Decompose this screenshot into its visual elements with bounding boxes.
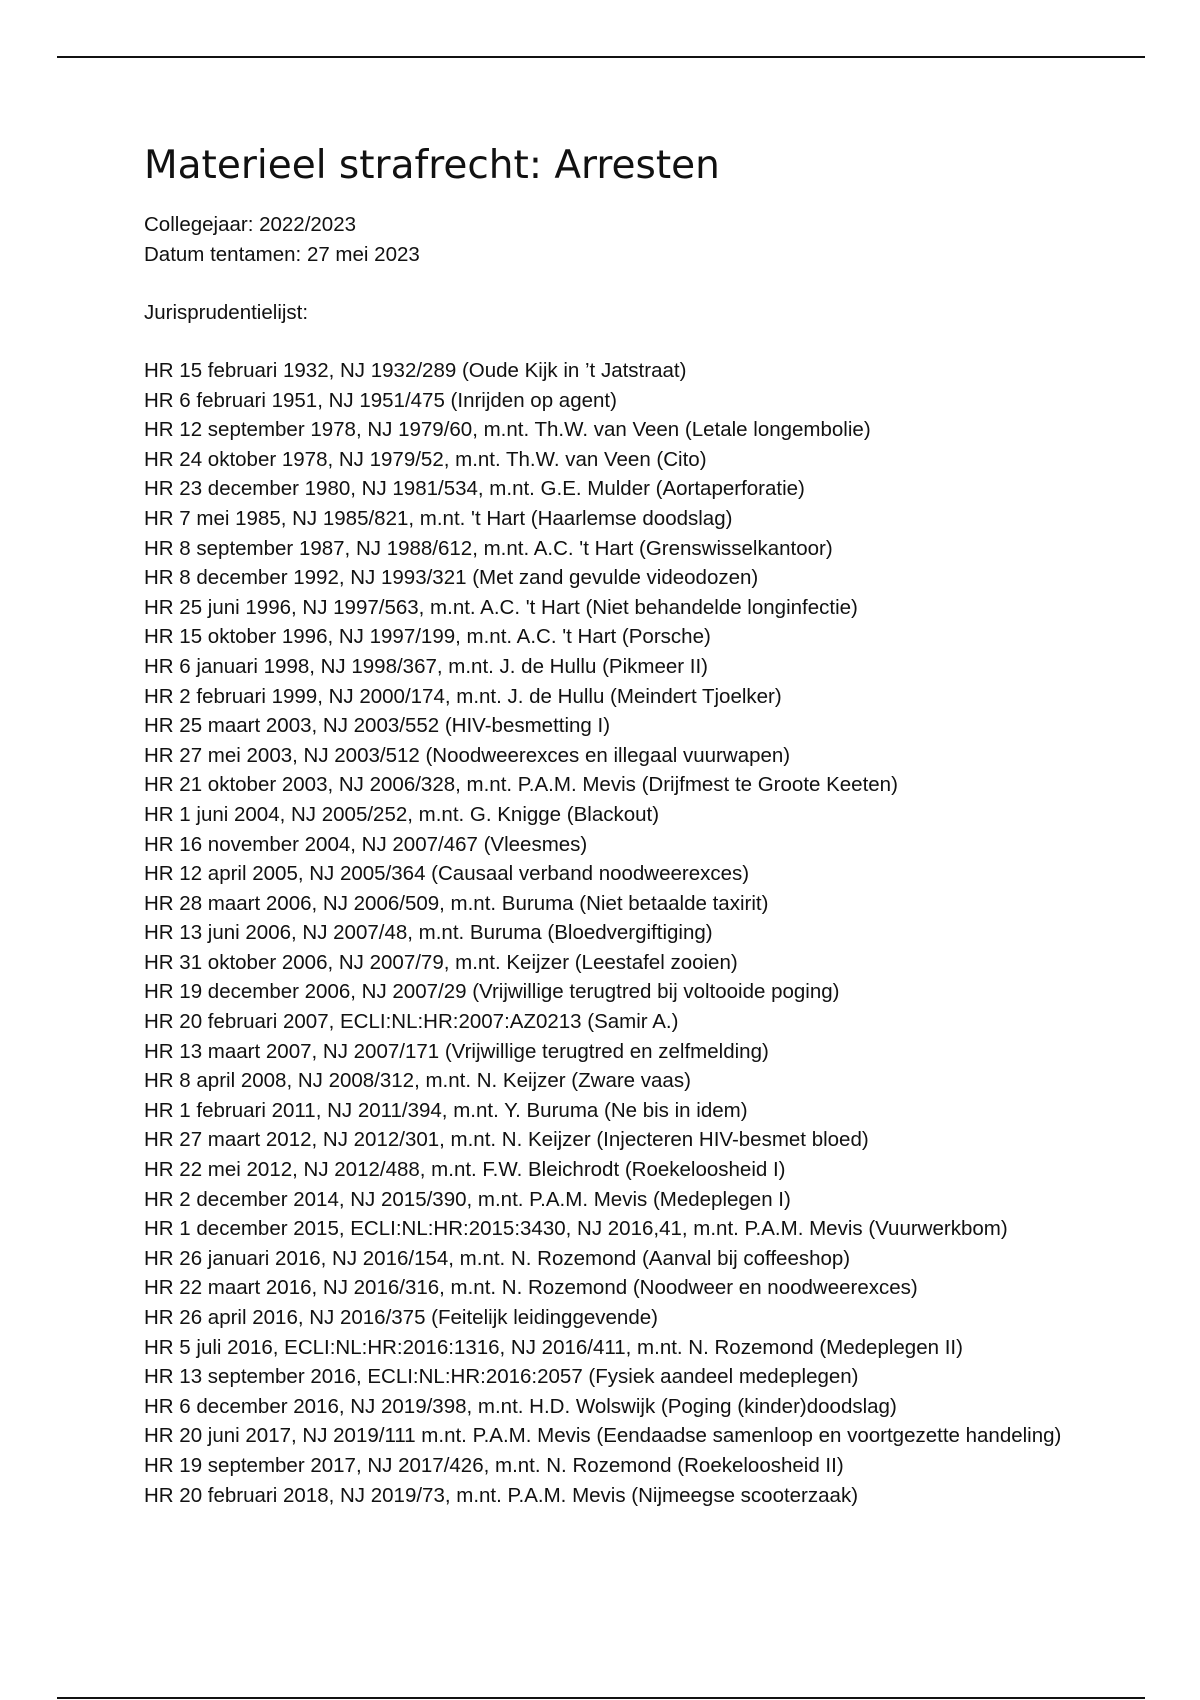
case-item: HR 5 juli 2016, ECLI:NL:HR:2016:1316, NJ 2016/411, m.nt. N. Rozemond (Medeplegen II) [144, 1335, 963, 1359]
case-item: HR 6 februari 1951, NJ 1951/475 (Inrijden op agent) [144, 388, 617, 412]
case-item: HR 12 april 2005, NJ 2005/364 (Causaal verband noodweerexces) [144, 862, 750, 886]
case-item: HR 31 oktober 2006, NJ 2007/79, m.nt. Keijzer (Leestafel zooien) [144, 950, 738, 974]
case-item: HR 26 januari 2016, NJ 2016/154, m.nt. N. Rozemond (Aanval bij coffeeshop) [144, 1246, 851, 1270]
case-item: HR 25 juni 1996, NJ 1997/563, m.nt. A.C. 't Hart (Niet behandelde longinfectie) [144, 595, 858, 619]
case-item: HR 28 maart 2006, NJ 2006/509, m.nt. Buruma (Niet betaalde taxirit) [144, 891, 769, 915]
case-item: HR 2 februari 1999, NJ 2000/174, m.nt. J. de Hullu (Meindert Tjoelker) [144, 684, 782, 708]
case-item: HR 7 mei 1985, NJ 1985/821, m.nt. 't Hart (Haarlemse doodslag) [144, 506, 733, 530]
document-body [144, 140, 1104, 1510]
case-item: HR 22 mei 2012, NJ 2012/488, m.nt. F.W. Bleichrodt (Roekeloosheid I) [144, 1158, 786, 1182]
case-item: HR 8 september 1987, NJ 1988/612, m.nt. A.C. 't Hart (Grenswisselkantoor) [144, 536, 833, 560]
top-divider [57, 56, 1145, 58]
list-label: Jurisprudentielijst: [144, 301, 309, 324]
case-item: HR 15 februari 1932, NJ 1932/289 (Oude Kijk in ’t Jatstraat) [144, 359, 687, 382]
collegejaar-text: Collegejaar: 2022/2023 [144, 213, 356, 236]
document-meta [144, 210, 1104, 270]
case-item: HR 25 maart 2003, NJ 2003/552 (HIV-besmetting I) [144, 714, 611, 738]
case-item: HR 26 april 2016, NJ 2016/375 (Feitelijk leidinggevende) [144, 1306, 658, 1329]
case-item: HR 13 september 2016, ECLI:NL:HR:2016:2057 (Fysiek aandeel medeplegen) [144, 1365, 859, 1389]
case-item: HR 19 december 2006, NJ 2007/29 (Vrijwillige terugtred bij voltooide poging) [144, 980, 840, 1004]
case-item: HR 13 juni 2006, NJ 2007/48, m.nt. Buruma (Bloedvergiftiging) [144, 921, 713, 945]
case-item: HR 8 december 1992, NJ 1993/321 (Met zand gevulde videodozen) [144, 566, 759, 590]
case-item: HR 27 maart 2012, NJ 2012/301, m.nt. N. Keijzer (Injecteren HIV-besmet bloed) [144, 1128, 869, 1152]
case-item: HR 20 februari 2007, ECLI:NL:HR:2007:AZ0213 (Samir A.) [144, 1010, 679, 1034]
case-item: HR 6 december 2016, NJ 2019/398, m.nt. H.D. Wolswijk (Poging (kinder)doodslag) [144, 1394, 897, 1418]
case-item: HR 1 december 2015, ECLI:NL:HR:2015:3430, NJ 2016,41, m.nt. P.A.M. Mevis (Vuurwerkbom) [144, 1217, 1008, 1241]
case-item: HR 22 maart 2016, NJ 2016/316, m.nt. N. Rozemond (Noodweer en noodweerexces) [144, 1276, 918, 1300]
case-item: HR 15 oktober 1996, NJ 1997/199, m.nt. A.C. 't Hart (Porsche) [144, 625, 711, 649]
case-item: HR 1 februari 2011, NJ 2011/394, m.nt. Y. Buruma (Ne bis in idem) [144, 1098, 748, 1122]
bottom-divider [57, 1697, 1145, 1699]
case-item: HR 2 december 2014, NJ 2015/390, m.nt. P.A.M. Mevis (Medeplegen I) [144, 1187, 791, 1211]
case-item: HR 16 november 2004, NJ 2007/467 (Vleesmes) [144, 832, 588, 856]
case-item: HR 8 april 2008, NJ 2008/312, m.nt. N. Keijzer (Zware vaas) [144, 1069, 691, 1093]
case-item: HR 1 juni 2004, NJ 2005/252, m.nt. G. Knigge (Blackout) [144, 802, 660, 826]
case-item: HR 21 oktober 2003, NJ 2006/328, m.nt. P.A.M. Mevis (Drijfmest te Groote Keeten) [144, 773, 898, 797]
case-item: HR 23 december 1980, NJ 1981/534, m.nt. G.E. Mulder (Aortaperforatie) [144, 477, 805, 501]
exam-date-text: Datum tentamen: 27 mei 2023 [144, 243, 420, 266]
case-item: HR 13 maart 2007, NJ 2007/171 (Vrijwillige terugtred en zelfmelding) [144, 1039, 769, 1063]
case-item: HR 24 oktober 1978, NJ 1979/52, m.nt. Th.W. van Veen (Cito) [144, 447, 707, 471]
case-item: HR 19 september 2017, NJ 2017/426, m.nt. N. Rozemond (Roekeloosheid II) [144, 1453, 844, 1477]
case-item: HR 20 juni 2017, NJ 2019/111 m.nt. P.A.M. Mevis (Eendaadse samenloop en voortgezette handeling) [144, 1424, 1062, 1448]
case-item: HR 20 februari 2018, NJ 2019/73, m.nt. P.A.M. Mevis (Nijmeegse scooterzaak) [144, 1483, 859, 1507]
case-list [144, 356, 1104, 1510]
case-item: HR 6 januari 1998, NJ 1998/367, m.nt. J. de Hullu (Pikmeer II) [144, 654, 709, 678]
case-item: HR 27 mei 2003, NJ 2003/512 (Noodweerexces en illegaal vuurwapen) [144, 743, 791, 767]
document-title: Materieel strafrecht: Arresten [144, 143, 720, 188]
case-item: HR 12 september 1978, NJ 1979/60, m.nt. Th.W. van Veen (Letale longembolie) [144, 418, 871, 442]
